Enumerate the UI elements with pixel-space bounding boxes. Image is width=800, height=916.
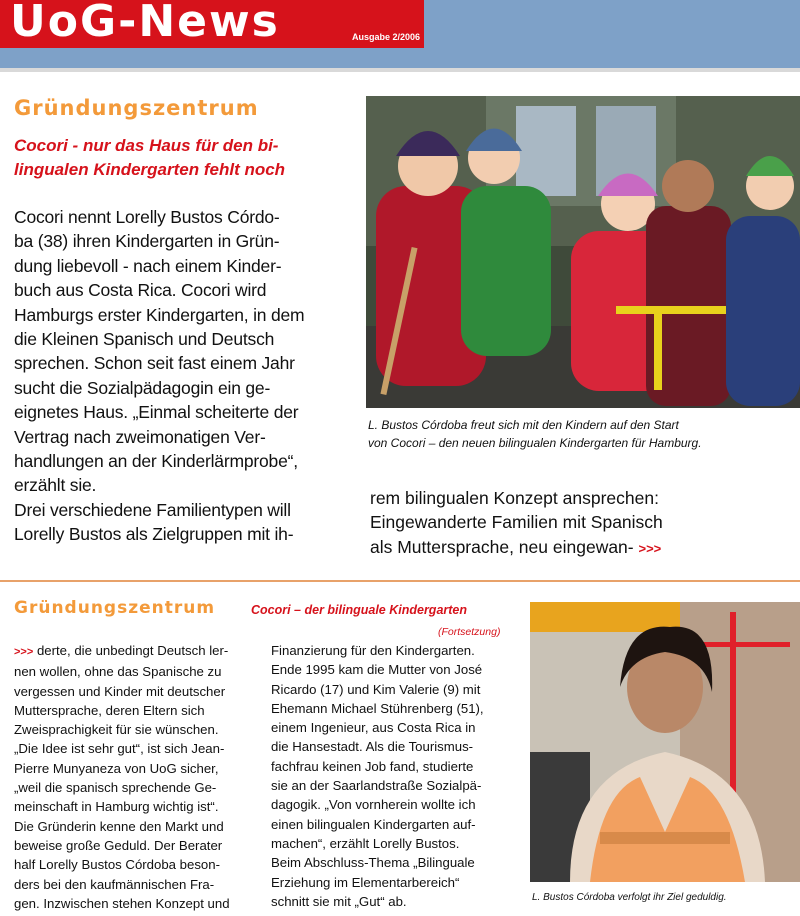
portrait-caption: L. Bustos Córdoba verfolgt ihr Ziel geduldig. xyxy=(532,892,727,903)
section-divider xyxy=(0,580,800,582)
masthead-logo: UoG-News xyxy=(10,0,280,47)
article-body-continued: rem bilingualen Konzept ansprechen: Eingewanderte Familien mit Spanisch als Muttersprache, neu eingewan- >>> xyxy=(370,488,663,557)
continuation-note: (Fortsetzung) xyxy=(438,626,501,638)
article-subtitle: Cocori - nur das Haus für den bi- lingualen Kindergarten fehlt noch xyxy=(14,136,286,179)
article-body: Cocori nennt Lorelly Bustos Córdo- ba (38) ihren Kindergarten in Grün- dung liebevoll - nach einem Kinder- buch aus Costa Rica. Cocori wird Hamburgs erster Kindergarten, in dem die Kleinen Spanisch und Deutsch sprechen. Schon seit fast einem Jahr sucht die Sozialpädagogin ein ge- eignetes Haus. „Einmal scheiterte der Vertrag nach zweimonatigen Ver- handlungen an der Kinderlärmprobe“, erzählt sie. Drei verschiedene Familientypen will Lorelly Bustos als Zielgruppen mit ih- xyxy=(14,207,305,545)
issue-label: Ausgabe 2/2006 xyxy=(352,32,421,42)
section-title: Gründungszentrum xyxy=(14,96,259,120)
section-title-2: Gründungszentrum xyxy=(14,598,216,618)
portrait-photo xyxy=(530,602,800,882)
children-photo xyxy=(366,96,800,408)
article-subtitle-2: Cocori – der bilinguale Kindergarten xyxy=(251,603,468,617)
article-2-column-right: Finanzierung für den Kindergarten. Ende 1995 kam die Mutter von José Ricardo (17) und Kim Valerie (9) mit Ehemann Michael Stührenberg (51), einem Ingenieur, aus Costa Rica in die Hansestadt. Als die Tourismus- fachfrau keinen Job fand, studierte sie an der Saarlandstraße Sozialpä- dagogik. „Von vornherein wollte ich einen bilingualen Kindergarten auf- machen“, erzählt Lorelly Bustos. Beim Abschluss-Thema „Bilinguale Erziehung im Elementarbereich“ schnitt sie mit „Gut“ ab. xyxy=(271,643,484,909)
masthead-divider xyxy=(0,68,800,72)
masthead-logo-box xyxy=(0,0,424,48)
article-2-column-left: >>> derte, die unbedingt Deutsch ler- nen wollen, ohne das Spanische zu vergessen und Kinder mit deutscher Muttersprache, deren Eltern sich Zweisprachigkeit für sie wünschen. „Die Idee ist sehr gut“, ist sich Jean- Pierre Munyaneza von UoG sicher, „weil die spanisch sprechende Ge- meinschaft in Hamburg wichtig ist“. Die Gründerin kenne den Markt und beweise große Geduld. Der Berater half Lorelly Bustos Córdoba beson- ders bei den kaufmännischen Fra- gen. Inzwischen stehen Konzept und xyxy=(14,643,230,911)
start-marker: >>> xyxy=(14,646,34,658)
continue-marker: >>> xyxy=(638,540,662,556)
photo-caption: L. Bustos Córdoba freut sich mit den Kindern auf den Start von Cocori – den neuen bilingualen Kindergarten für Hamburg. xyxy=(368,418,702,450)
